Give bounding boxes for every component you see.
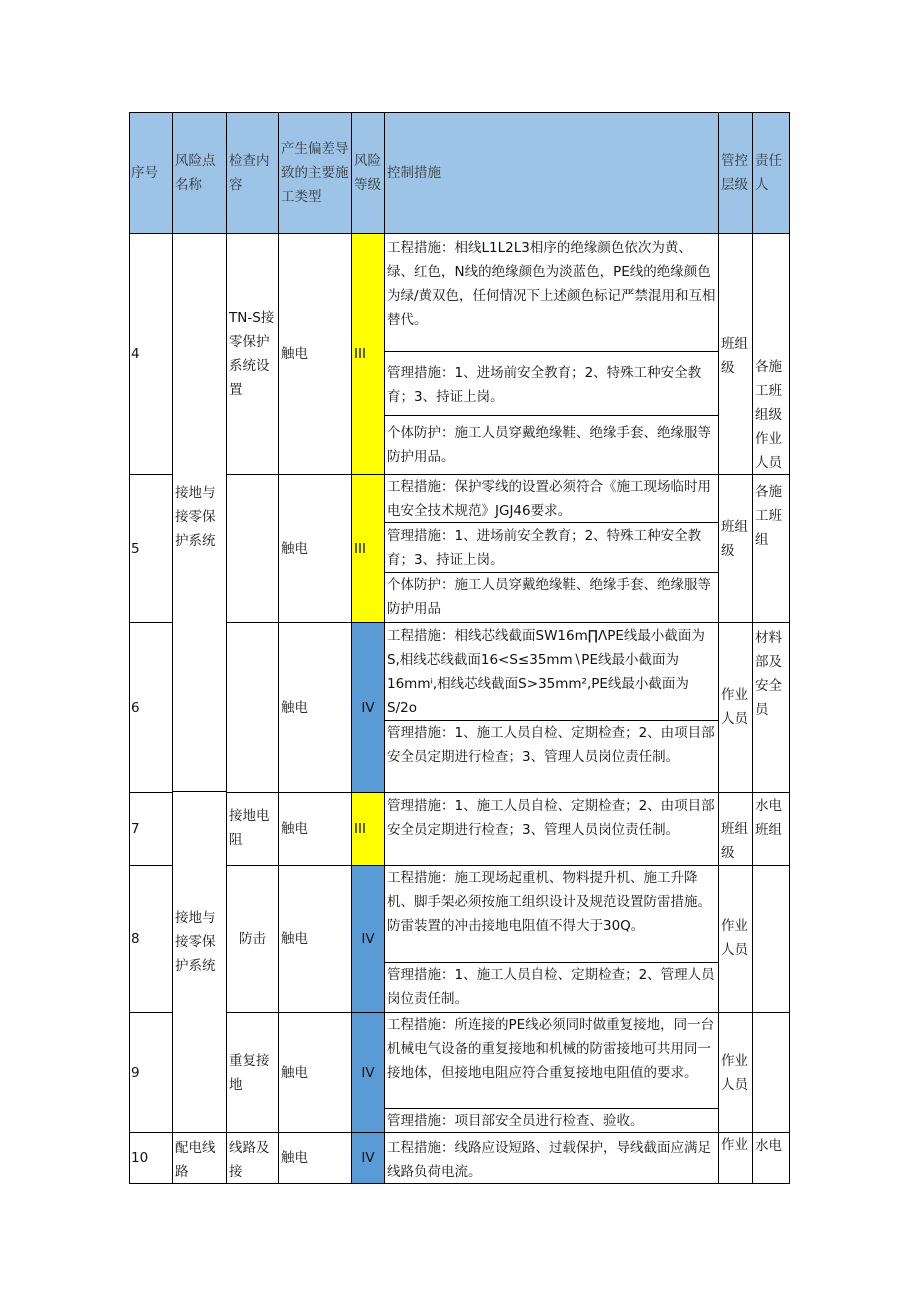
- row-seq: 4: [129, 234, 173, 475]
- row-check-content: 重复接地: [227, 1013, 279, 1133]
- row-deviation-type: 触电: [279, 793, 352, 866]
- row-control-level: 班组级: [719, 234, 753, 475]
- header-check-content: 检查内容: [227, 112, 279, 234]
- row-deviation-type: 触电: [279, 475, 352, 623]
- personal-protection: 个体防护：施工人员穿戴绝缘鞋、绝缘手套、绝缘服等防护用品: [387, 577, 711, 617]
- row-check-content: [227, 623, 279, 793]
- header-responsible: 责任人: [753, 112, 790, 234]
- row-risk-level: IV: [352, 1013, 385, 1133]
- row-check-content: [227, 475, 279, 623]
- row-control-measures: [385, 866, 719, 1013]
- row-control-measures: [385, 475, 719, 623]
- engineering-measure: 工程措施：相线L1L2L3相序的绝缘颜色依次为黄、绿、红色，N线的绝缘颜色为淡蓝色，PE线的绝缘颜色为绿/黄双色，任何情况下上述颜色标记严禁混用和互相替代。: [385, 234, 718, 352]
- row-control-level: 作业人员: [719, 866, 753, 1013]
- management-measure: 管理措施：1、进场前安全教育；2、特殊工种安全教育；3、持证上岗。: [385, 352, 718, 416]
- risk-control-table: [129, 112, 790, 1184]
- row-deviation-type: 触电: [279, 234, 352, 475]
- row-check-content: 防击: [227, 866, 279, 1013]
- personal-protection: 个体防护：施工人员穿戴绝缘鞋、绝缘手套、绝缘服等防护用品。: [387, 425, 711, 465]
- risk-point-group-2: 接地与接零保护系统: [173, 792, 227, 1133]
- header-risk-level: 风险等级: [352, 112, 385, 234]
- risk-point-group-3: 配电线路: [173, 1133, 227, 1184]
- header-risk-point: 风险点名称: [173, 112, 227, 234]
- header-control-level: 管控层级: [719, 112, 753, 234]
- row-control-measures: [385, 623, 719, 793]
- row-responsible: 水电班组: [753, 793, 790, 866]
- row-control-level: 班组级: [719, 475, 753, 623]
- row-check-content: 接地电阻: [227, 793, 279, 866]
- engineering-measure: 工程措施：施工现场起重机、物料提升机、施工升降机、脚手架必须按施工组织设计及规范设置防雷措施。防雷装置的冲击接地电阻值不得大于30Q。: [385, 866, 718, 963]
- row-responsible: 各施工班组级作业人员: [753, 234, 790, 475]
- row-risk-level: IV: [352, 623, 385, 793]
- row-control-measures: [385, 1133, 719, 1184]
- row-seq: 5: [129, 475, 173, 623]
- header-control: 控制措施: [385, 112, 719, 234]
- engineering-measure: 工程措施：线路应设短路、过载保护，导线截面应满足线路负荷电流。: [387, 1140, 711, 1180]
- engineering-measure: 工程措施：相线芯线截面SW16m∏ΛPE线最小截面为S,相线芯线截面16<S≤35mm∖PE线最小截面为16mmⁱ,相线芯线截面S>35mm²,PE线最小截面为S/2o: [385, 623, 718, 721]
- row-deviation-type: 触电: [279, 1013, 352, 1133]
- row-deviation-type: 触电: [279, 623, 352, 793]
- row-control-level: 班组级: [719, 793, 753, 866]
- row-risk-level: III: [352, 475, 385, 623]
- row-seq: 10: [129, 1133, 173, 1184]
- row-control-measures: [385, 234, 719, 475]
- row-risk-level: III: [352, 234, 385, 475]
- row-check-content: 线路及接: [227, 1133, 279, 1184]
- row-deviation-type: 触电: [279, 866, 352, 1013]
- row-seq: 9: [129, 1013, 173, 1133]
- header-seq: 序号: [129, 112, 173, 234]
- row-responsible: 材料部及安全员: [753, 623, 790, 793]
- row-risk-level: III: [352, 793, 385, 866]
- row-control-measures: [385, 1013, 719, 1133]
- row-responsible: [753, 1013, 790, 1133]
- risk-point-group-1: 接地与接零保护系统: [173, 234, 227, 792]
- row-responsible: 水电: [753, 1133, 790, 1184]
- management-measure: 管理措施：1、施工人员自检、定期检查；2、管理人员岗位责任制。: [387, 967, 715, 1007]
- row-responsible: [753, 866, 790, 1013]
- management-measure: 管理措施：1、施工人员自检、定期检查；2、由项目部安全员定期进行检查；3、管理人员岗位责任制。: [387, 798, 715, 838]
- row-control-level: 作业人员: [719, 1013, 753, 1133]
- row-seq: 8: [129, 866, 173, 1013]
- management-measure: 管理措施：1、施工人员自检、定期检查；2、由项目部安全员定期进行检查；3、管理人员岗位责任制。: [387, 725, 715, 765]
- engineering-measure: 工程措施：保护零线的设置必须符合《施工现场临时用电安全技术规范》JGJ46要求。: [385, 475, 718, 523]
- header-deviation-type: 产生偏差导致的主要施工类型: [279, 112, 352, 234]
- row-control-level: 作业人员: [719, 623, 753, 793]
- row-control-measures: [385, 793, 719, 866]
- row-risk-level: IV: [352, 866, 385, 1013]
- management-measure: 管理措施：1、进场前安全教育；2、特殊工种安全教育；3、持证上岗。: [385, 523, 718, 573]
- row-seq: 7: [129, 793, 173, 866]
- row-control-level: 作业: [719, 1133, 753, 1184]
- row-deviation-type: 触电: [279, 1133, 352, 1184]
- management-measure: 管理措施：项目部安全员进行检查、验收。: [387, 1113, 644, 1129]
- row-risk-level: IV: [352, 1133, 385, 1184]
- row-check-content: TN-S接零保护系统设置: [227, 234, 279, 475]
- engineering-measure: 工程措施：所连接的PE线必须同时做重复接地，同一台机械电气设备的重复接地和机械的防雷接地可共用同一接地体，但接地电阻应符合重复接地电阻值的要求。: [385, 1013, 718, 1109]
- row-seq: 6: [129, 623, 173, 793]
- row-responsible: 各施工班组: [753, 475, 790, 623]
